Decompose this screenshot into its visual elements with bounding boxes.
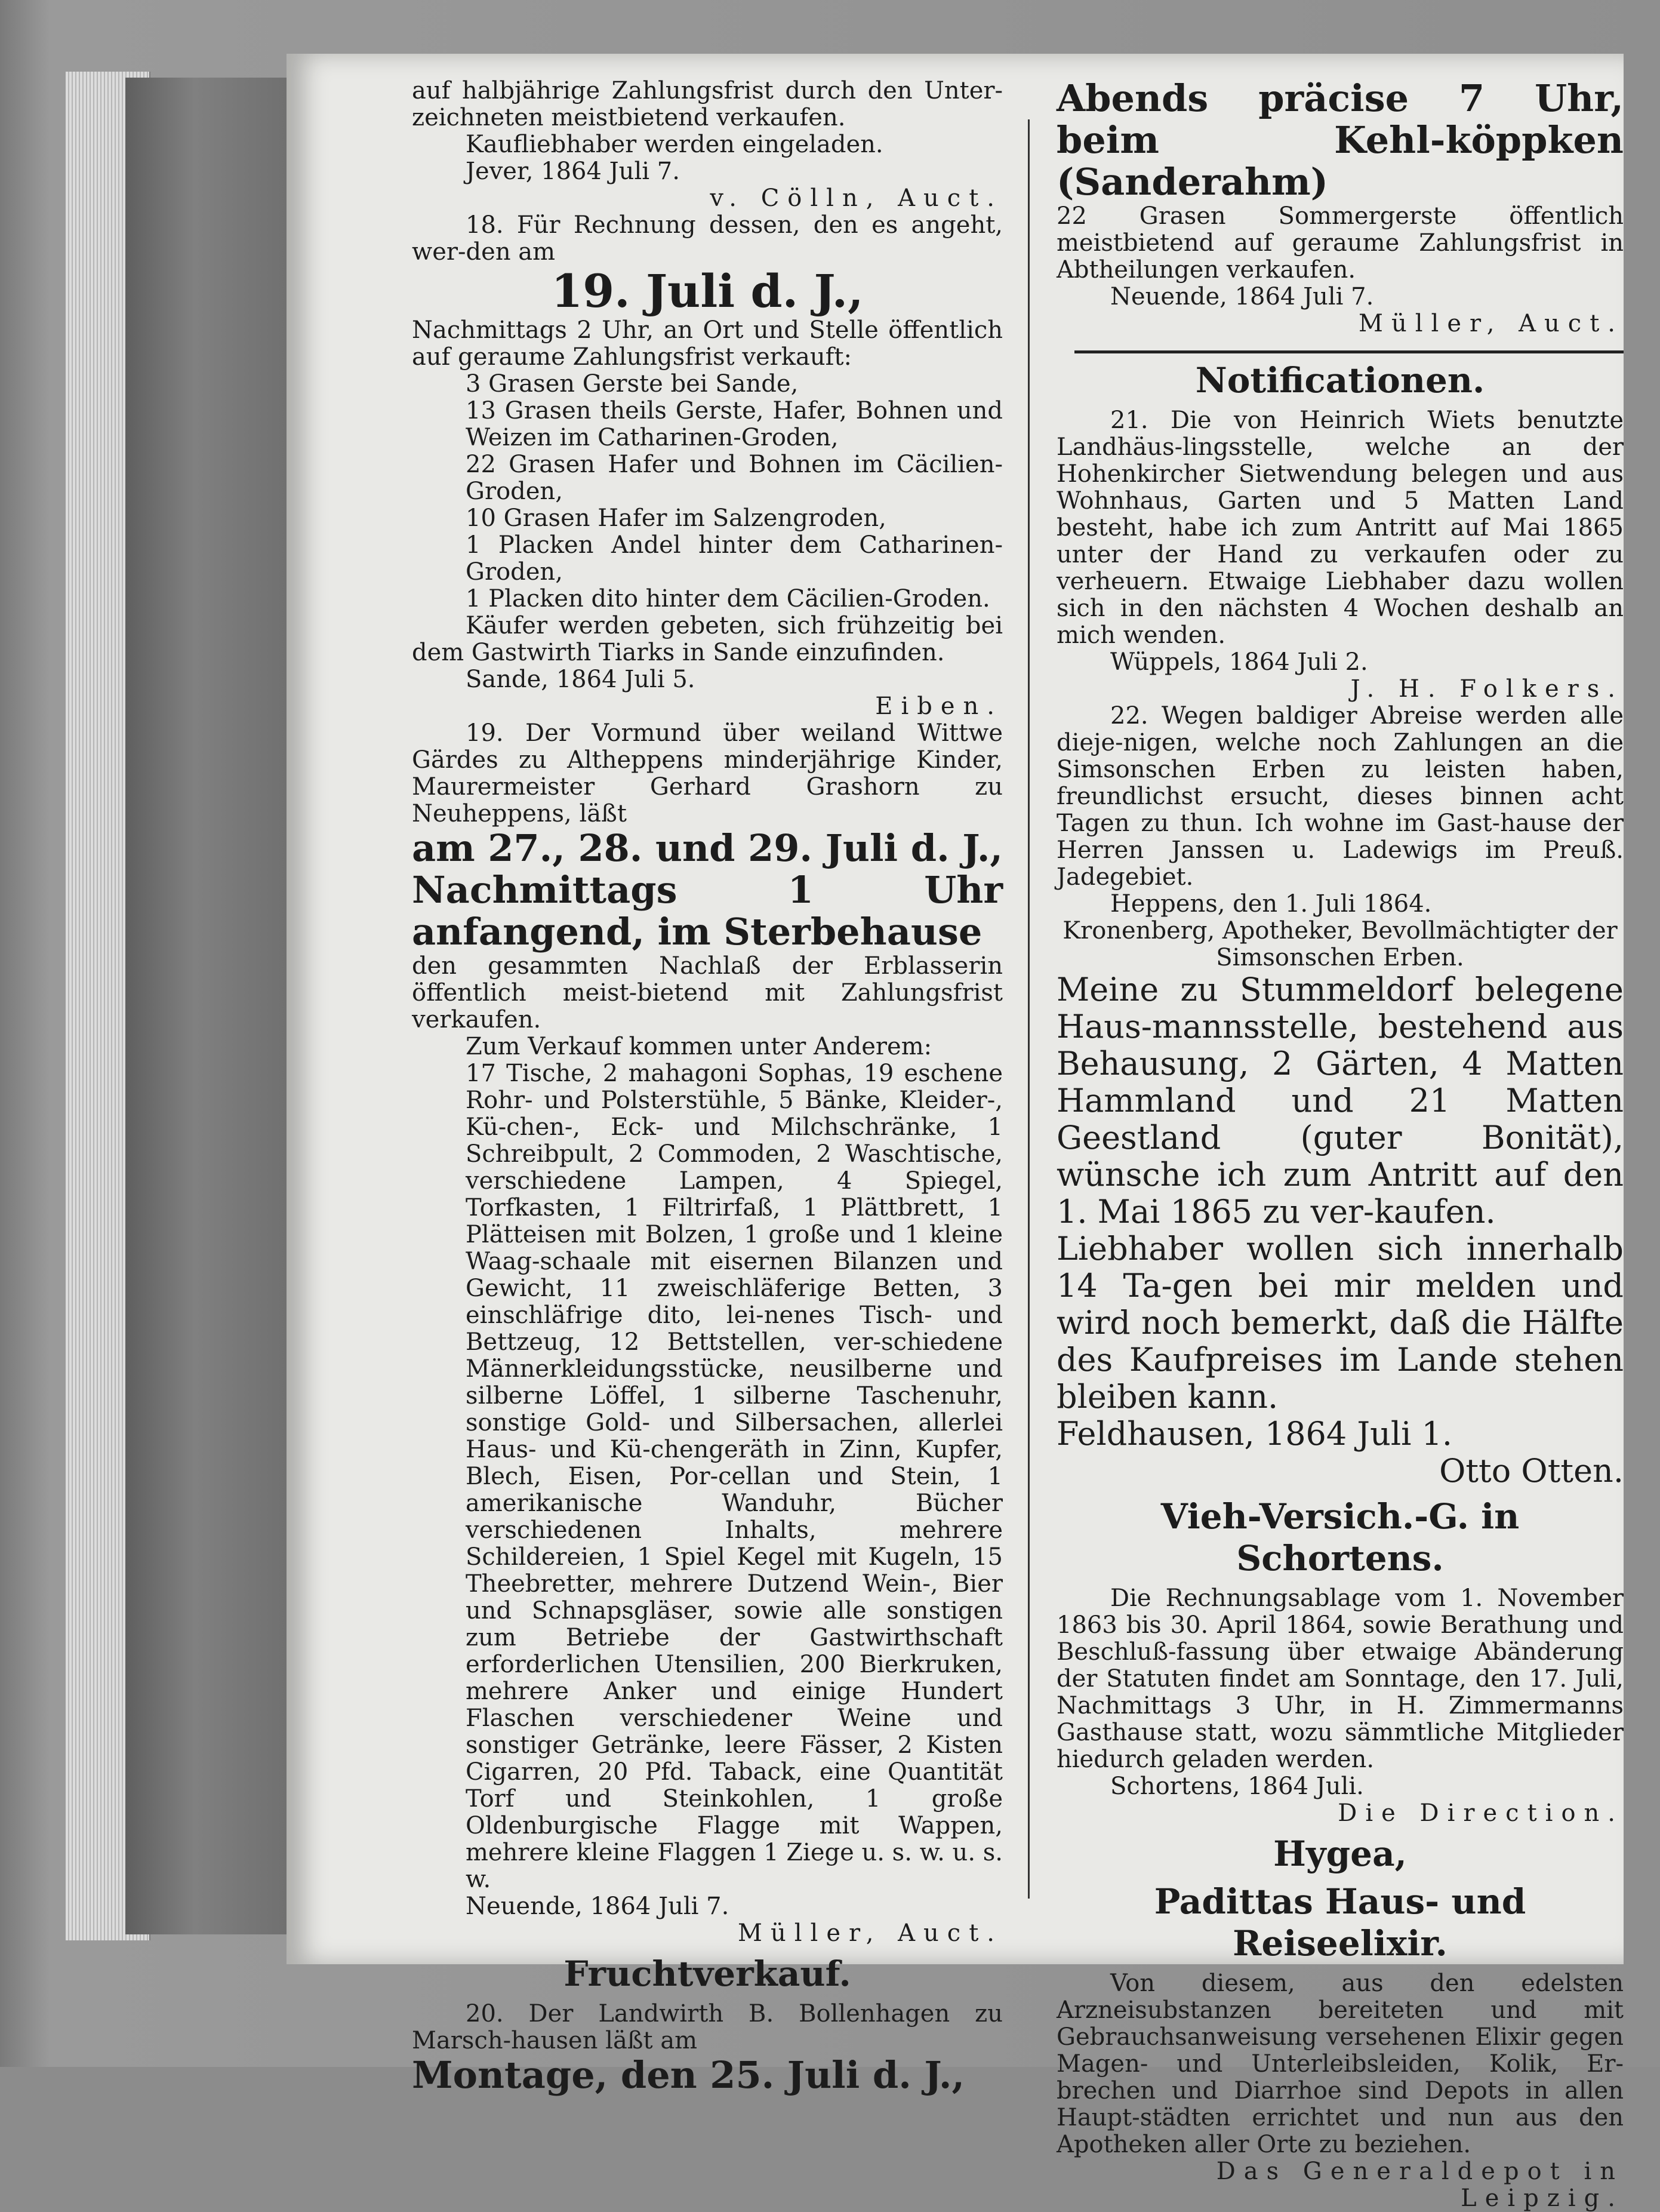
right-text-2: Neuende, 1864 Juli 7. (1110, 283, 1374, 310)
right-text-19: Die Direction. (1338, 1799, 1624, 1827)
left-text-14: Sande, 1864 Juli 5. (466, 666, 695, 693)
left-text-10: 10 Grasen Hafer im Salzengroden, (466, 504, 886, 532)
left-text-16: 19. Der Vormund über weiland Wittwe Gärdes zu Altheppens minderjährige Kinder, Maurermeister Gerhard Grashorn zu Neuheppens, läßt (412, 719, 1003, 827)
right-text-21: Padittas Haus- und Reiseelixir. (1154, 1881, 1526, 1964)
right-column (1057, 78, 1624, 2212)
right-text-0: Abends präcise 7 Uhr, beim Kehl-köppken (Sanderahm) (1057, 76, 1624, 204)
left-text-0: auf halbjährige Zahlungsfrist durch den Unter-zeichneten meistbietend verkaufen. (412, 77, 1003, 131)
right-text-20: Hygea, (1273, 1833, 1407, 1874)
left-text-6: Nachmittags 2 Uhr, an Ort und Stelle öffentlich auf geraume Zahlungsfrist verkauft: (412, 316, 1003, 371)
right-text-13: Liebhaber wollen sich innerhalb 14 Ta-gen bei mir melden und wird noch bemerkt, daß die Hälfte des Kaufpreises im Lande stehen bleiben kann. (1057, 1230, 1624, 1416)
left-text-20: 17 Tische, 2 mahagoni Sophas, 19 eschene Rohr- und Polsterstühle, 5 Bänke, Kleider-, Kü-chen-, Eck- und Milchschränke, 1 Schreibpult, 2 Commoden, 2 Waschtische, verschiedene Lampen, 4 Spiegel, Torfkasten, 1 Filtrirfaß, 1 Plättbrett, 1 Plätteisen mit Bolzen, 1 große und 1 kleine Waag-schaale mit eisernen Bilanzen und Gewicht, 11 zweischläferige Betten, 3 einschläfrige dito, lei-nenes Tisch- und Bettzeug, 12 Bettstellen, ver-schiedene Männerkleidungsstücke, neusilberne und silberne Löffel, 1 silberne Taschenuhr, sonstige Gold- und Silbersachen, allerlei Haus- und Kü-chengeräth in Zinn, Kupfer, Blech, Eisen, Por-cellan und Stein, 1 amerikanische Wanduhr, Bücher verschiedenen Inhalts, mehrere Schildereien, 1 Spiel Kegel mit Kugeln, 15 Theebretter, mehrere Dutzend Wein-, Bier und Schnapsgläser, sowie alle sonstigen zum Betriebe der Gastwirthschaft erforderlichen Utensilien, 200 Bierkruken, mehrere Anker und einige Hundert Flaschen verschiedener Weine und sonstiger Getränke, leere Fässer, 2 Kisten Cigarren, 20 Pfd. Taback, eine Quantität Torf und Steinkohlen, 1 große Oldenburgische Flagge mit Wappen, mehrere kleine Flaggen 1 Ziege u. s. w. u. s. w. (466, 1060, 1003, 1893)
right-text-11: Kronenberg, Apotheker, Bevollmächtigter der Simsonschen Erben. (1062, 917, 1618, 971)
right-text-15: Otto Otten. (1439, 1452, 1624, 1490)
left-text-9: 22 Grasen Hafer und Bohnen im Cäcilien-Groden, (466, 451, 1003, 505)
left-text-2: Jever, 1864 Juli 7. (466, 158, 680, 185)
right-text-5: Notificationen. (1195, 360, 1485, 401)
left-text-12: 1 Placken dito hinter dem Cäcilien-Groden. (466, 585, 990, 613)
column-divider (1028, 119, 1030, 1899)
left-text-18: den gesammten Nachlaß der Erblasserin öffentlich meist-bietend mit Zahlungsfrist verkaufen. (412, 952, 1003, 1033)
right-text-7: Wüppels, 1864 Juli 2. (1110, 648, 1368, 676)
right-text-3: Müller, Auct. (1359, 310, 1624, 337)
left-text-8: 13 Grasen theils Gerste, Hafer, Bohnen und Weizen im Catharinen-Groden, (466, 397, 1003, 451)
left-text-11: 1 Placken Andel hinter dem Catharinen-Groden, (466, 531, 1003, 586)
right-text-1: 22 Grasen Sommergerste öffentlich meistbietend auf geraume Zahlungsfrist in Abtheilungen verkaufen. (1057, 202, 1624, 284)
left-text-15: Eiben. (875, 693, 1003, 720)
left-text-19: Zum Verkauf kommen unter Anderem: (466, 1033, 932, 1060)
left-text-13: Käufer werden gebeten, sich frühzeitig bei dem Gastwirth Tiarks in Sande einzufinden. (412, 612, 1003, 666)
page-gutter-shadow (125, 78, 298, 1934)
right-text-10: Heppens, den 1. Juli 1864. (1110, 890, 1432, 918)
left-text-21: Neuende, 1864 Juli 7. (466, 1893, 729, 1920)
left-text-3: v. Cölln, Auct. (710, 184, 1003, 212)
left-text-25: Montage, den 25. Juli d. J., (412, 2053, 965, 2097)
section-rule (1074, 350, 1624, 353)
right-text-16: Vieh-Versich.-G. in Schortens. (1160, 1496, 1520, 1579)
left-text-22: Müller, Auct. (738, 1919, 1003, 1947)
left-text-17: am 27., 28. und 29. Juli d. J., Nachmittags 1 Uhr anfangend, im Sterbehause (412, 826, 1003, 953)
right-text-9: 22. Wegen baldiger Abreise werden alle dieje-nigen, welche noch Zahlungen an die Simsonschen Erben zu leisten haben, freundlichst ersucht, dieses binnen acht Tagen zu thun. Ich wohne im Gast-hause der Herren Janssen u. Ladewigs im Preuß. Jadegebiet. (1057, 702, 1624, 891)
right-text-14: Feldhausen, 1864 Juli 1. (1057, 1415, 1453, 1453)
left-text-1: Kaufliebhaber werden eingeladen. (466, 131, 883, 158)
left-text-4: 18. Für Rechnung dessen, den es angeht, wer-den am (412, 211, 1003, 266)
right-text-8: J. H. Folkers. (1350, 675, 1624, 703)
right-text-17: Die Rechnungsablage vom 1. November 1863 bis 30. April 1864, sowie Berathung und Beschluß-fassung über etwaige Abänderung der Statuten findet am Sonntage, den 17. Juli, Nachmittags 3 Uhr, in H. Zimmermanns Gasthause statt, wozu sämmtliche Mitglieder hiedurch geladen werden. (1057, 1585, 1624, 1773)
left-text-7: 3 Grasen Gerste bei Sande, (466, 370, 799, 398)
left-column (412, 78, 1003, 2096)
right-text-23: Das Generaldepot in Leipzig. (1216, 2158, 1624, 2212)
left-text-5: 19. Juli d. J., (551, 264, 864, 318)
right-text-6: 21. Die von Heinrich Wiets benutzte Landhäus-lingsstelle, welche an der Hohenkircher Sietwendung belegen und aus Wohnhaus, Garten und 5 Matten Land besteht, habe ich zum Antritt auf Mai 1865 unter der Hand zu verkaufen oder zu verheuern. Etwaige Liebhaber dazu wollen sich in den nächsten 4 Wochen deshalb an mich wenden. (1057, 407, 1624, 649)
left-text-24: 20. Der Landwirth B. Bollenhagen zu Marsch-hausen läßt am (412, 2000, 1003, 2054)
left-text-23: Fruchtverkauf. (563, 1953, 851, 1994)
right-text-18: Schortens, 1864 Juli. (1110, 1773, 1364, 1800)
right-text-12: Meine zu Stummeldorf belegene Haus-mannsstelle, bestehend aus Behausung, 2 Gärten, 4 Matten Hammland und 21 Matten Geestland (guter Bonität), wünsche ich zum Antritt auf den 1. Mai 1865 zu ver-kaufen. (1057, 971, 1624, 1230)
right-text-22: Von diesem, aus den edelsten Arzneisubstanzen bereiteten und mit Gebrauchsanweisung versehenen Elixir gegen Magen- und Unterleibsleiden, Kolik, Er-brechen und Diarrhoe sind Depots in allen Haupt-städten errichtet und nun aus den Apotheken aller Orte zu beziehen. (1057, 1970, 1624, 2158)
